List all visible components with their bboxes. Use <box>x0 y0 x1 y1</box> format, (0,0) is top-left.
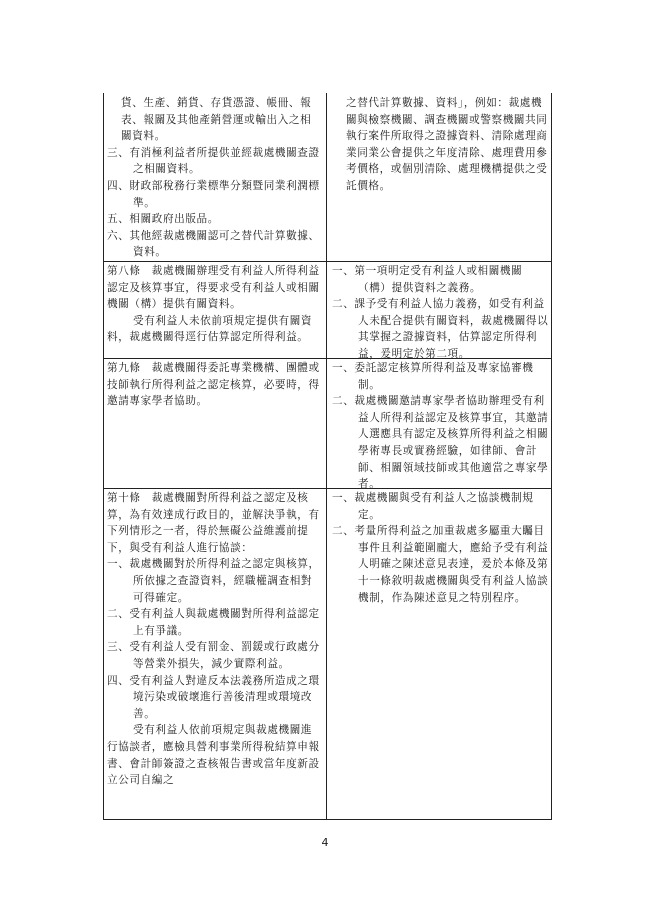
row1-left-item-5: 五、相關政府出版品。 <box>107 213 219 226</box>
article-8-note-1: 一、第一項明定受有利益人或相關機關（構）提供資料之義務。 <box>332 265 523 294</box>
article-10-closing: 受有利益人依前項規定與裁處機關進行協談者，應檢具營利事業所得稅結算申報書、會計師簽證之查核報告書或當年度新設立公司自編之 <box>107 724 320 787</box>
article-9-text: 第九條 裁處機關得委託專業機構、團體或技師執行所得利益之認定核算，必要時，得邀請專家學者協助。 <box>107 362 320 408</box>
row1-left <box>107 95 322 261</box>
article-10-note-1: 一、裁處機關與受有利益人之協談機制規定。 <box>332 492 534 521</box>
page-number: 4 <box>321 836 329 849</box>
article-10-item-3: 三、受有利益人受有罰金、罰鍰或行政處分等營業外損失，減少實際利益。 <box>107 641 320 670</box>
row1-right <box>332 95 549 195</box>
article-10-item-4: 四、受有利益人對違反本法義務所造成之環境污染或破壞進行善後清理或環境改善。 <box>107 674 320 720</box>
row1-right-text: 之替代計算數據、資料」，例如：裁處機關與檢察機關、調查機關或警察機關共同執行案件所取得之證據資料、清除處理商業同業公會提供之年度清除、處理費用參考價格，或個別清除、處理機構提供之受託價格。 <box>346 97 548 192</box>
row-divider <box>104 261 551 262</box>
article-8-para-2: 受有利益人未依前項規定提供有關資料，裁處機關得逕行估算認定所得利益。 <box>107 314 313 344</box>
row2-right <box>332 263 549 363</box>
article-9-note-2: 二、裁處機關邀請專家學者協助辦理受有利益人所得利益認定及核算事宜，其邀請人選應具有認定及核算所得利益之相關學術專長或實務經驗，如律師、會計師、相關領域技師或其他適當之專家學者。 <box>332 395 549 491</box>
row3-left <box>107 360 322 410</box>
article-10-intro: 第十條 裁處機關對所得利益之認定及核算，為有效達成行政目的，並解決爭執，有下列情形之一者，得於無礙公益維護前提下，與受有利益人進行協談： <box>107 492 320 554</box>
row1-left-item-6: 六、其他經裁處機關認可之替代計算數據、資料。 <box>107 229 320 259</box>
article-9-note-1: 一、委託認定核算所得利益及專家協審機制。 <box>332 362 534 391</box>
row4-right <box>332 490 549 606</box>
column-divider <box>326 93 327 819</box>
article-8-text: 第八條 裁處機關辦理受有利益人所得利益認定及核算事宜，得要求受有利益人或相關機關（構）提供有關資料。 <box>107 265 320 311</box>
row2-left <box>107 263 322 346</box>
row4-left <box>107 490 322 789</box>
article-10-note-2: 二、考量所得利益之加重裁處多屬重大矚目事件且利益範圍龐大，應給予受有利益人明確之陳述意見表達，爰於本條及第十一條敘明裁處機關與受有利益人協談機制，作為陳述意見之特別程序。 <box>332 525 549 604</box>
row1-left-cont: 貨、生產、銷貨、存貨憑證、帳冊、報表、報關及其他產銷營運或輸出入之相關資料。 <box>121 97 312 143</box>
article-8-note-2: 二、課予受有利益人協力義務，如受有利益人未配合提供有關資料，裁處機關得以其掌握之證據資料，估算認定所得利益，爰明定於第二項。 <box>332 298 549 360</box>
article-10-item-1: 一、裁處機關對於所得利益之認定與核算，所依據之查證資料，經職權調查相對可得確定。 <box>107 558 320 604</box>
article-10-item-2: 二、受有利益人與裁處機關對所得利益認定上有爭議。 <box>107 608 320 637</box>
row1-left-item-4: 四、財政部稅務行業標準分類暨同業利潤標準。 <box>107 179 320 209</box>
row1-left-item-3: 三、有消極利益者所提供並經裁處機關查證之相關資料。 <box>107 146 320 176</box>
document-table <box>103 93 552 820</box>
row3-right <box>332 360 549 493</box>
